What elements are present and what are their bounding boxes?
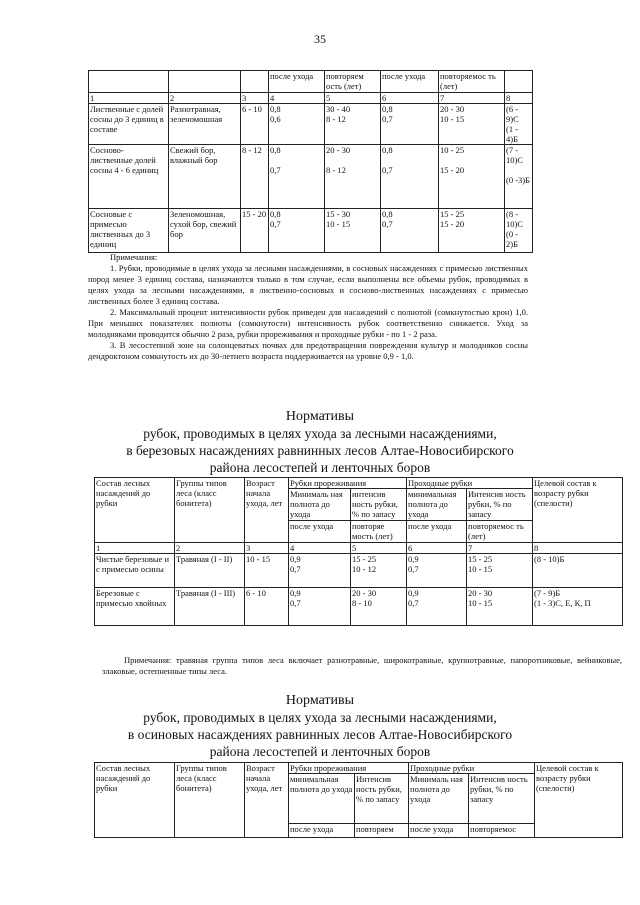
header-cell: повторяемос ть (лет) bbox=[439, 71, 505, 93]
table-pine-stands bbox=[88, 70, 533, 253]
table-row: Березовые с примесью хвойных Травяная (I - III) 6 - 10 0,9 0,7 20 - 30 8 - 10 0,9 0,7 20 - 30 10 - 15 (7 - 9)Б (1 - 3)С, Е, К, П bbox=[95, 588, 623, 626]
column-number-row: 1 2 3 4 5 6 7 8 bbox=[95, 543, 623, 554]
notes-heading: Примечания: bbox=[110, 252, 158, 262]
notes-birch: Примечания: травяная группа типов леса включает разнотравные, широкотравные, крупнотравные, папоротниковые, вейниковые, злаковые, остепненные типы леса. bbox=[102, 655, 622, 676]
table-row: Сосновые с примесью лиственных до 3 единиц Зеленомошная, сухой бор, свежий бор 15 - 20 0,8 0,7 15 - 30 10 - 15 0,8 0,7 15 - 25 15 - 20 (8 - 10)С (0 - 2)Б bbox=[89, 209, 533, 253]
table-birch-stands: Состав лесных насаждений до рубки Группы типов леса (класс бонитета) Возраст начала ухода, лет Рубки прореживания Проходные рубки Целевой состав к возрасту рубки (спелости) Минималь ная полнота до ухода интенсив ность рубки, % по запасу минимальная полнота до ухода Интенсив ность рубки, % по запасу после ухода повторяе мость (лет) после ухода повторяемос ть (лет) 1 2 3 4 5 6 7 8 Чистые березовые и с примесью осины Травяная (I - II) 10 - 15 0,9 0,7 15 - 25 10 - 12 0,9 0,7 15 - 25 10 - 15 (8 - 10)Б Березовые с примесью хвойных Травяная (I - III) 6 - 10 0,9 0,7 20 - 30 8 - 10 0,9 0,7 20 - 30 10 - 15 (7 - 9)Б (1 - 3)С, Е, К, П bbox=[94, 477, 623, 626]
section-title-birch: Нормативы рубок, проводимых в целях ухода за лесными насаждениями, в березовых насаждениях равнинных лесов Алтае-Новосибирского района лесостепей и ленточных боров bbox=[126, 409, 514, 475]
table-header-row: Состав лесных насаждений до рубки Группы типов леса (класс бонитета) Возраст начала ухода, лет Рубки прореживания Проходные рубки Целевой состав к возрасту рубки (спелости) bbox=[95, 478, 623, 489]
header-cell: повторяем ость (лет) bbox=[325, 71, 381, 93]
note-item: 1. Рубки, проводимые в целях ухода за лесными насаждениями, в сосновых насаждениях с примесью лиственных пород менее 3 единиц состава, назначаются только в том случае, если выполнены все объемы рубок, проводимых в целях ухода за лесными насаждениями, в лиственно-сосновых и сосново-лиственных насаждениях с примесью лиственных более 3 единиц состава. bbox=[88, 263, 528, 306]
note-item: 2. Максимальный процент интенсивности рубок приведен для насаждений с полнотой (сомкнутостью крон) 1,0. При меньших показателях полноты (сомкнутости) интенсивность рубок соответственно снижается. Уход за молодняками проводится обычно 2 раза, рубки прореживания и проходные рубки - по 1 - 2 раза. bbox=[88, 307, 528, 339]
table-header-row: Состав лесных насаждений до рубки Группы типов леса (класс бонитета) Возраст начала ухода, лет Рубки прореживания Проходные рубки Целевой состав к возрасту рубки (спелости) bbox=[95, 763, 623, 774]
table-row: Лиственные с долей сосны до 3 единиц в составе Разнотравная, зеленомошная 6 - 10 0,8 0,6 30 - 40 8 - 12 0,8 0,7 20 - 30 10 - 15 (6 - 9)С (1 - 4)Б bbox=[89, 104, 533, 145]
table-row: Чистые березовые и с примесью осины Травяная (I - II) 10 - 15 0,9 0,7 15 - 25 10 - 12 0,9 0,7 15 - 25 10 - 15 (8 - 10)Б bbox=[95, 554, 623, 588]
table-header-row bbox=[89, 71, 533, 93]
table-row: Сосново- лиственные долей сосны 4 - 6 единиц Свежий бор, влажный бор 8 - 12 0,8 0,7 20 - 30 8 - 12 0,8 0,7 10 - 25 15 - 20 (7 - 10)С (0 -3)Б bbox=[89, 145, 533, 209]
notes-block bbox=[88, 252, 528, 362]
column-number-row: 1 2 3 4 5 6 7 8 bbox=[89, 93, 533, 104]
table-aspen-stands: Состав лесных насаждений до рубки Группы типов леса (класс бонитета) Возраст начала ухода, лет Рубки прореживания Проходные рубки Целевой состав к возрасту рубки (спелости) минимальная полнота до ухода Интенсив ность рубки, % по запасу Минималь ная полнота до ухода Интенсив ность рубки, % по запасу после ухода повторяем после ухода повторяемос bbox=[94, 762, 623, 838]
note-item: 3. В лесостепной зоне на солонцеватых почвах для предотвращения повреждения культур и молодняков сосны дендроктоном сомкнутость их до 30-летнего возраста поддерживается на уровне 0,9 - 1,0. bbox=[88, 340, 528, 361]
header-cell: после ухода bbox=[269, 71, 325, 93]
page-number: 35 bbox=[314, 32, 326, 46]
header-cell: после ухода bbox=[381, 71, 439, 93]
section-title-aspen: Нормативы рубок, проводимых в целях ухода за лесными насаждениями, в осиновых насаждениях равнинных лесов Алтае-Новосибирского района лесостепей и ленточных боров bbox=[127, 693, 513, 759]
